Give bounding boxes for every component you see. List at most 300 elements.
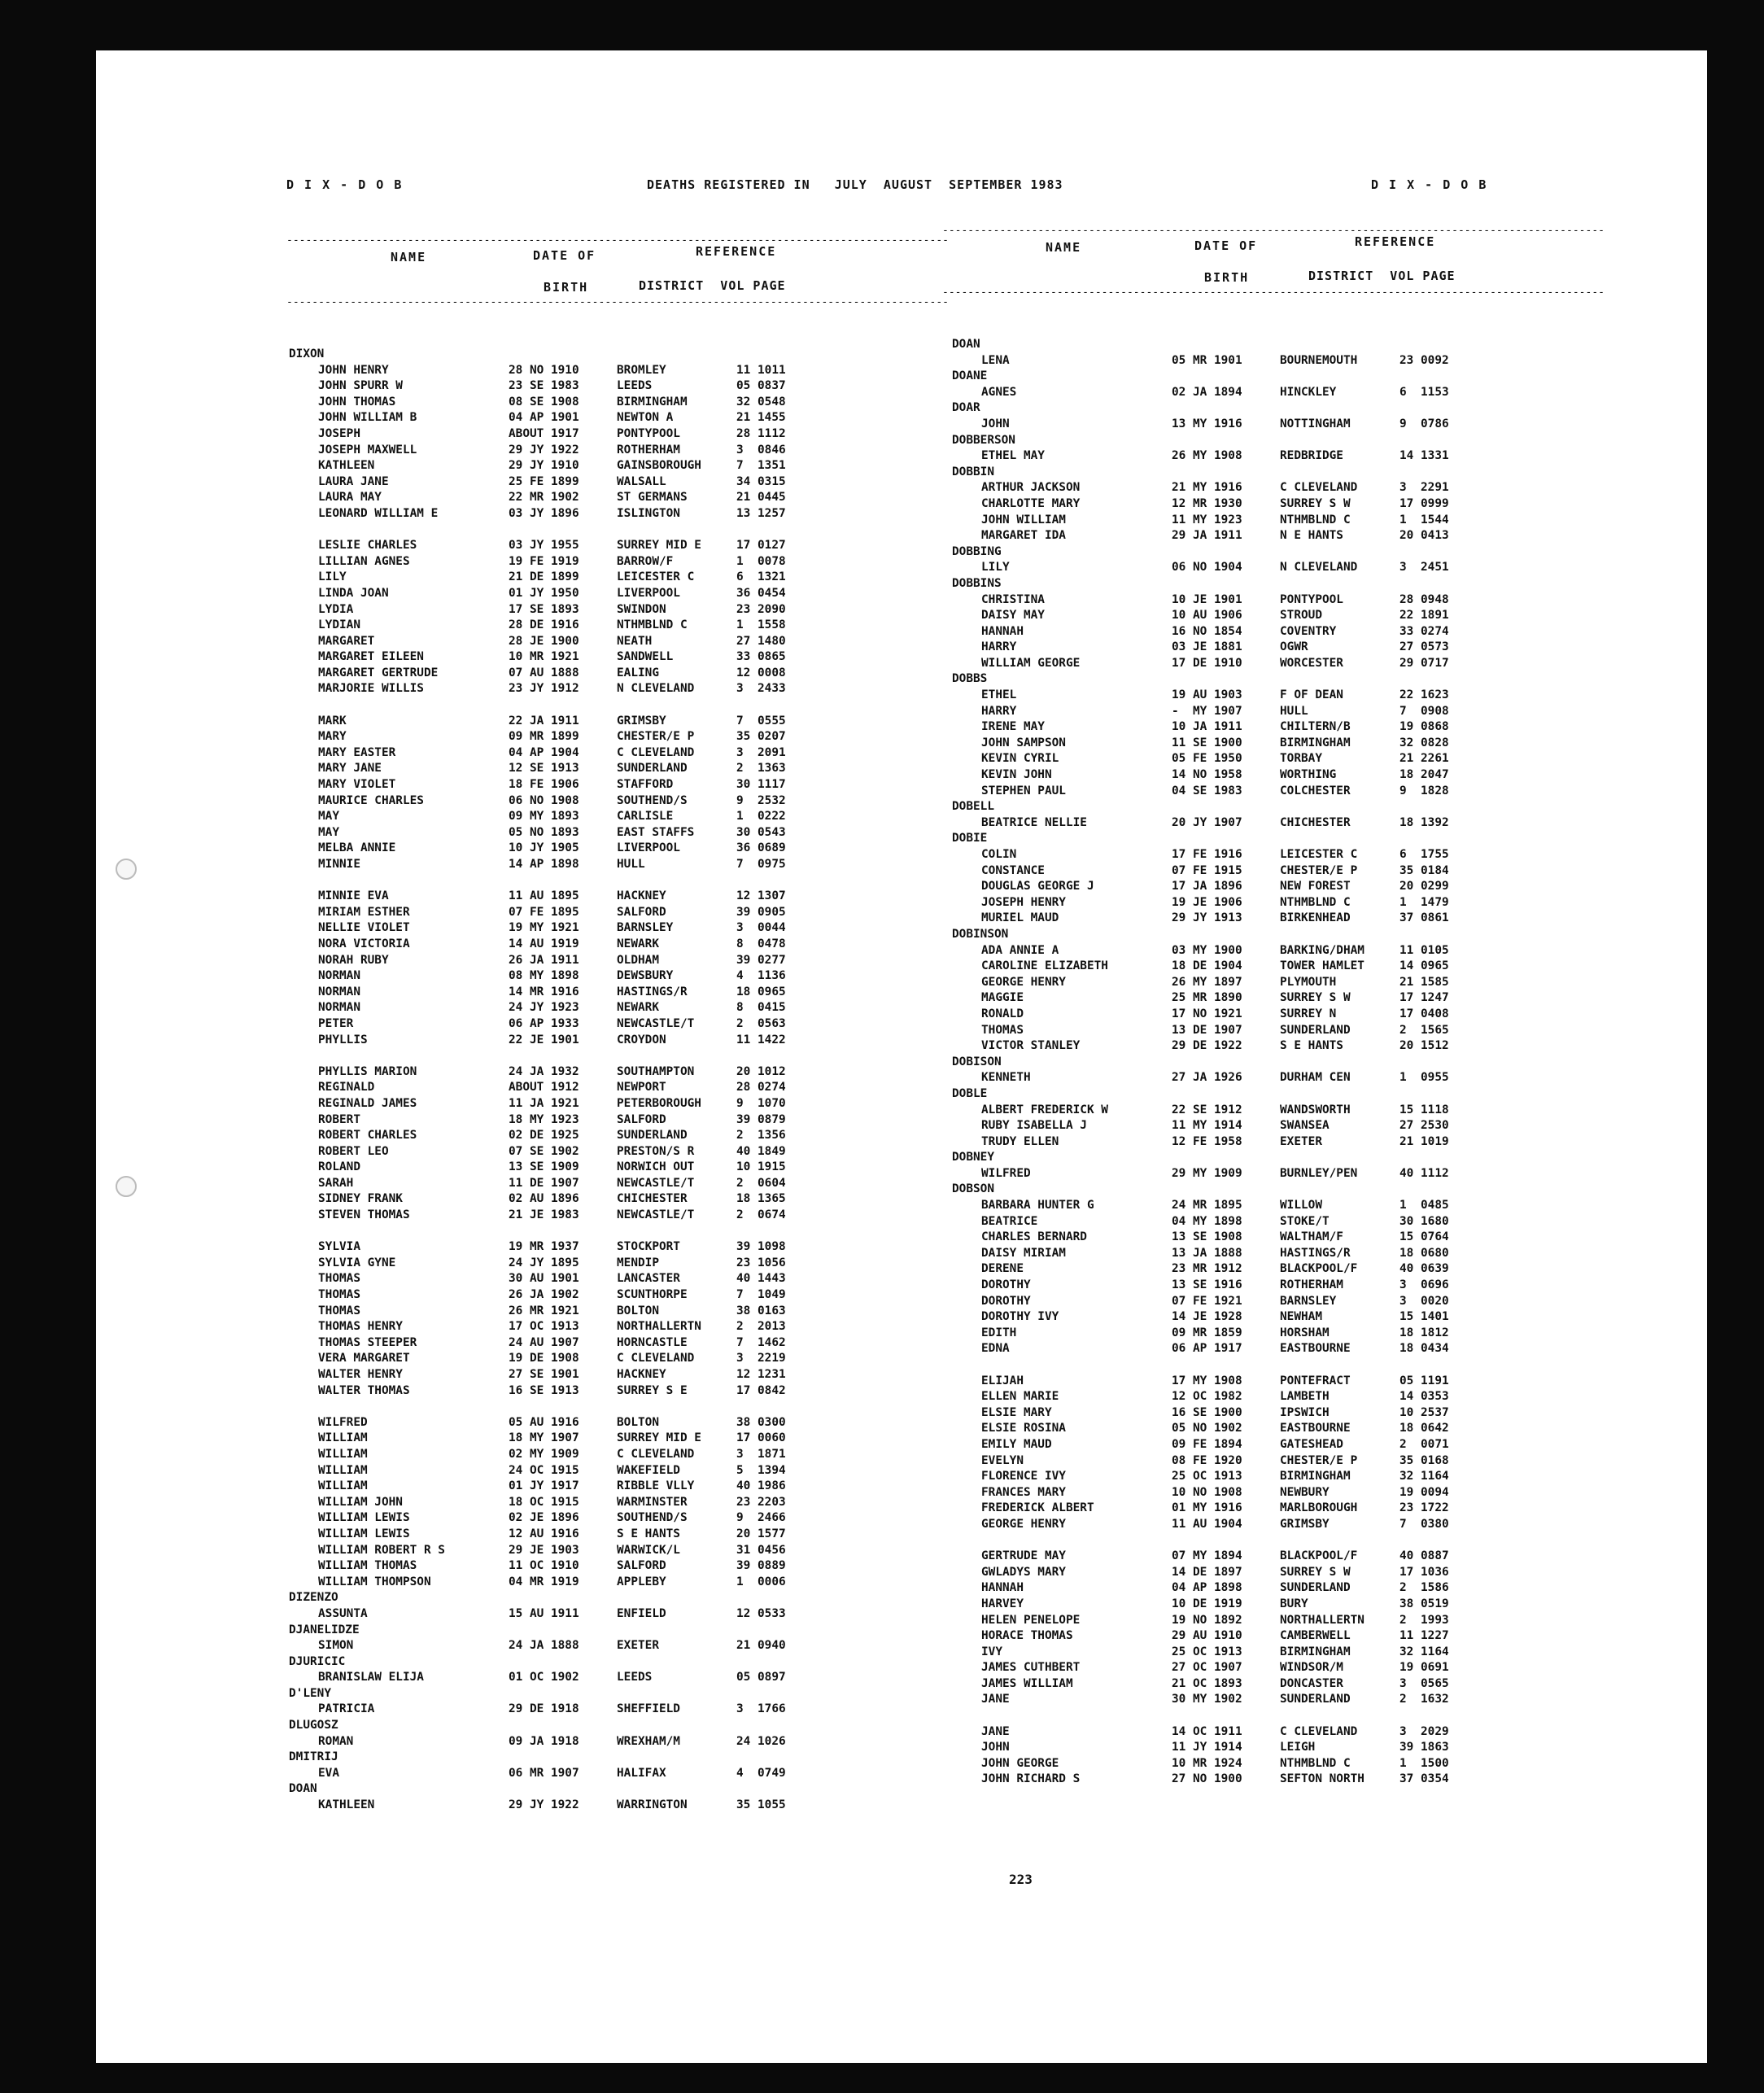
death-entry bbox=[952, 1645, 1505, 1661]
death-entry bbox=[289, 1670, 842, 1686]
given-names: JOHN THOMAS bbox=[318, 395, 396, 409]
given-names: KATHLEEN bbox=[318, 459, 375, 473]
death-entry bbox=[289, 506, 842, 522]
death-entry bbox=[289, 1080, 842, 1096]
district: WARRINGTON bbox=[617, 1798, 688, 1812]
given-names: RUBY ISABELLA J bbox=[981, 1119, 1087, 1133]
vol-page: 11 0105 bbox=[1399, 943, 1449, 957]
death-entry bbox=[952, 1405, 1505, 1422]
death-entry bbox=[289, 363, 842, 379]
vol-page: 3 2433 bbox=[736, 682, 786, 696]
death-entry bbox=[952, 417, 1505, 433]
district: SANDWELL bbox=[617, 650, 674, 664]
vol-page: 17 0060 bbox=[736, 1431, 786, 1445]
vol-page: 1 1479 bbox=[1399, 895, 1449, 909]
death-entry bbox=[952, 1613, 1505, 1629]
date-of-birth: 19 JE 1906 bbox=[1172, 895, 1242, 909]
district: GRIMSBY bbox=[617, 714, 666, 728]
col-birth-heading: BIRTH bbox=[544, 280, 589, 295]
given-names: CONSTANCE bbox=[981, 863, 1045, 877]
death-entry bbox=[289, 937, 842, 953]
death-entry bbox=[289, 1191, 842, 1208]
given-names: DERENE bbox=[981, 1262, 1024, 1276]
date-of-birth: 17 SE 1893 bbox=[509, 602, 579, 616]
vol-page: 27 0573 bbox=[1399, 640, 1449, 654]
date-of-birth: 05 FE 1950 bbox=[1172, 752, 1242, 766]
date-of-birth: 28 DE 1916 bbox=[509, 618, 579, 632]
spacer bbox=[289, 1224, 842, 1240]
date-of-birth: 10 JA 1911 bbox=[1172, 720, 1242, 734]
given-names: MAURICE CHARLES bbox=[318, 793, 424, 807]
date-of-birth: 13 SE 1909 bbox=[509, 1160, 579, 1174]
district: NEWPORT bbox=[617, 1081, 666, 1095]
vol-page: 32 0548 bbox=[736, 395, 786, 409]
district: NEWCASTLE/T bbox=[617, 1176, 695, 1190]
district: WORTHING bbox=[1280, 768, 1337, 782]
death-entry bbox=[289, 809, 842, 825]
vol-page: 20 1012 bbox=[736, 1064, 786, 1078]
date-of-birth: 26 MR 1921 bbox=[509, 1304, 579, 1317]
given-names: ROBERT CHARLES bbox=[318, 1129, 417, 1143]
header-right-code: D I X - D O B bbox=[1371, 177, 1488, 192]
death-entry bbox=[952, 1118, 1505, 1134]
death-entry bbox=[952, 560, 1505, 576]
date-of-birth: 29 DE 1918 bbox=[509, 1702, 579, 1716]
col-name-heading: NAME bbox=[1046, 240, 1082, 255]
death-entry bbox=[289, 1367, 842, 1383]
date-of-birth: 26 MY 1897 bbox=[1172, 975, 1242, 989]
vol-page: 11 1227 bbox=[1399, 1629, 1449, 1643]
given-names: JOHN SPURR W bbox=[318, 379, 403, 393]
vol-page: 34 0315 bbox=[736, 474, 786, 488]
district: C CLEVELAND bbox=[1280, 481, 1358, 495]
district: HULL bbox=[617, 858, 645, 871]
given-names: EVELYN bbox=[981, 1453, 1024, 1467]
death-entry bbox=[289, 1766, 842, 1782]
vol-page: 23 0092 bbox=[1399, 353, 1449, 367]
vol-page: 12 0008 bbox=[736, 666, 786, 679]
district: CHICHESTER bbox=[617, 1192, 688, 1206]
district: REDBRIDGE bbox=[1280, 449, 1343, 463]
vol-page: 15 0764 bbox=[1399, 1230, 1449, 1244]
vol-page: 19 0868 bbox=[1399, 720, 1449, 734]
district: CAMBERWELL bbox=[1280, 1629, 1351, 1643]
vol-page: 20 0413 bbox=[1399, 529, 1449, 543]
vol-page: 31 0456 bbox=[736, 1543, 786, 1557]
given-names: ELLEN MARIE bbox=[981, 1390, 1059, 1404]
date-of-birth: 06 NO 1908 bbox=[509, 793, 579, 807]
death-entry bbox=[289, 395, 842, 411]
vol-page: 3 2291 bbox=[1399, 481, 1449, 495]
left-entries bbox=[289, 347, 842, 1814]
vol-page: 15 1118 bbox=[1399, 1103, 1449, 1116]
vol-page: 1 1558 bbox=[736, 618, 786, 632]
date-of-birth: 10 JE 1901 bbox=[1172, 592, 1242, 606]
given-names: FREDERICK ALBERT bbox=[981, 1501, 1094, 1515]
district: N CLEVELAND bbox=[617, 682, 695, 696]
given-names: CHARLES BERNARD bbox=[981, 1230, 1087, 1244]
date-of-birth: 29 JY 1910 bbox=[509, 459, 579, 473]
vol-page: 3 0044 bbox=[736, 921, 786, 935]
date-of-birth: 10 NO 1908 bbox=[1172, 1485, 1242, 1499]
death-entry bbox=[952, 975, 1505, 991]
date-of-birth: 24 OC 1915 bbox=[509, 1463, 579, 1477]
death-entry bbox=[952, 1134, 1505, 1151]
date-of-birth: 04 AP 1904 bbox=[509, 745, 579, 759]
surname: DOBINSON bbox=[952, 927, 1009, 941]
district: SURREY N bbox=[1280, 1007, 1337, 1020]
death-entry bbox=[289, 378, 842, 395]
district: NEWBURY bbox=[1280, 1485, 1330, 1499]
district: HORSHAM bbox=[1280, 1326, 1330, 1339]
district: WILLOW bbox=[1280, 1199, 1322, 1213]
district: ENFIELD bbox=[617, 1606, 666, 1620]
death-entry bbox=[289, 1510, 842, 1527]
district: HALIFAX bbox=[617, 1766, 666, 1780]
given-names: NORMAN bbox=[318, 969, 360, 983]
district: CHESTER/E P bbox=[617, 730, 695, 744]
surname: DJANELIDZE bbox=[289, 1623, 360, 1636]
date-of-birth: 18 FE 1906 bbox=[509, 778, 579, 792]
death-entry bbox=[952, 1166, 1505, 1182]
given-names: FLORENCE IVY bbox=[981, 1470, 1066, 1483]
col-date-heading: DATE OF bbox=[1194, 238, 1258, 253]
given-names: EMILY MAUD bbox=[981, 1437, 1052, 1451]
district: PONTEFRACT bbox=[1280, 1374, 1351, 1387]
given-names: MARGARET GERTRUDE bbox=[318, 666, 439, 679]
given-names: JOHN WILLIAM B bbox=[318, 411, 417, 425]
district: EXETER bbox=[617, 1639, 659, 1653]
district: BLACKPOOL/F bbox=[1280, 1549, 1358, 1563]
death-entry bbox=[289, 985, 842, 1001]
vol-page: 8 0415 bbox=[736, 1001, 786, 1015]
given-names: WILLIAM GEORGE bbox=[981, 656, 1081, 670]
vol-page: 7 0380 bbox=[1399, 1517, 1449, 1531]
vol-page: 36 0454 bbox=[736, 586, 786, 600]
death-entry bbox=[289, 857, 842, 873]
district: WAKEFIELD bbox=[617, 1463, 680, 1477]
surname-heading bbox=[952, 1086, 1505, 1103]
death-entry bbox=[289, 1033, 842, 1049]
col-reference-heading: REFERENCE bbox=[1355, 234, 1436, 249]
date-of-birth: 29 JE 1903 bbox=[509, 1543, 579, 1557]
district: APPLEBY bbox=[617, 1575, 666, 1588]
date-of-birth: 28 JE 1900 bbox=[509, 634, 579, 648]
surname: DOBBS bbox=[952, 672, 988, 686]
given-names: WILLIAM ROBERT R S bbox=[318, 1543, 445, 1557]
death-entry bbox=[952, 1294, 1505, 1310]
date-of-birth: 11 OC 1910 bbox=[509, 1559, 579, 1573]
given-names: MARY JANE bbox=[318, 762, 382, 776]
death-entry bbox=[952, 496, 1505, 513]
district: ROTHERHAM bbox=[1280, 1278, 1343, 1292]
given-names: ETHEL MAY bbox=[981, 449, 1045, 463]
death-entry bbox=[289, 920, 842, 937]
district: HACKNEY bbox=[617, 889, 666, 903]
date-of-birth: 22 MR 1902 bbox=[509, 491, 579, 505]
given-names: LEONARD WILLIAM E bbox=[318, 506, 439, 520]
death-entry bbox=[952, 1628, 1505, 1645]
vol-page: 32 1164 bbox=[1399, 1645, 1449, 1658]
given-names: MAY bbox=[318, 825, 339, 839]
surname-heading bbox=[952, 671, 1505, 688]
death-entry bbox=[952, 911, 1505, 927]
district: SURREY S W bbox=[1280, 1565, 1351, 1579]
district: ISLINGTON bbox=[617, 506, 680, 520]
date-of-birth: 04 AP 1901 bbox=[509, 411, 579, 425]
given-names: LINDA JOAN bbox=[318, 586, 389, 600]
col-district-heading: DISTRICT VOL PAGE bbox=[1308, 269, 1456, 283]
district: LEICESTER C bbox=[617, 570, 695, 584]
district: IPSWICH bbox=[1280, 1405, 1330, 1419]
district: DONCASTER bbox=[1280, 1676, 1343, 1690]
date-of-birth: 11 AU 1895 bbox=[509, 889, 579, 903]
death-entry bbox=[289, 889, 842, 905]
surname-heading bbox=[289, 1781, 842, 1798]
date-of-birth: 03 JE 1881 bbox=[1172, 640, 1242, 654]
date-of-birth: 24 JA 1932 bbox=[509, 1064, 579, 1078]
header-rule: -------------------------------------------------------------------------------------------------------- bbox=[942, 225, 1605, 237]
death-entry bbox=[952, 1261, 1505, 1278]
district: LEIGH bbox=[1280, 1741, 1316, 1754]
district: ST GERMANS bbox=[617, 491, 688, 505]
date-of-birth: 25 OC 1913 bbox=[1172, 1470, 1242, 1483]
district: PETERBOROUGH bbox=[617, 1096, 701, 1110]
surname: D'LENY bbox=[289, 1686, 331, 1700]
district: SURREY MID E bbox=[617, 539, 701, 553]
spacer bbox=[952, 1708, 1505, 1724]
vol-page: 1 1500 bbox=[1399, 1756, 1449, 1770]
vol-page: 3 0565 bbox=[1399, 1676, 1449, 1690]
surname-heading bbox=[952, 831, 1505, 847]
given-names: NELLIE VIOLET bbox=[318, 921, 410, 935]
district: HASTINGS/R bbox=[1280, 1246, 1351, 1260]
given-names: LESLIE CHARLES bbox=[318, 539, 417, 553]
given-names: STEPHEN PAUL bbox=[981, 784, 1066, 797]
death-entry bbox=[289, 745, 842, 762]
spacer bbox=[289, 873, 842, 889]
date-of-birth: 04 SE 1983 bbox=[1172, 784, 1242, 797]
vol-page: 21 0445 bbox=[736, 491, 786, 505]
date-of-birth: 29 AU 1910 bbox=[1172, 1629, 1242, 1643]
col-district-heading: DISTRICT VOL PAGE bbox=[639, 278, 786, 293]
district: LIVERPOOL bbox=[617, 841, 680, 855]
district: ROTHERHAM bbox=[617, 443, 680, 457]
date-of-birth: 06 MR 1907 bbox=[509, 1766, 579, 1780]
district: NEWCASTLE/T bbox=[617, 1208, 695, 1222]
district: MARLBOROUGH bbox=[1280, 1501, 1358, 1515]
death-entry bbox=[952, 1007, 1505, 1023]
district: COLCHESTER bbox=[1280, 784, 1351, 797]
surname: DIZENZO bbox=[289, 1591, 338, 1605]
vol-page: 9 1828 bbox=[1399, 784, 1449, 797]
vol-page: 7 1351 bbox=[736, 459, 786, 473]
given-names: LAURA MAY bbox=[318, 491, 382, 505]
date-of-birth: 27 SE 1901 bbox=[509, 1368, 579, 1381]
death-entry bbox=[289, 1351, 842, 1367]
given-names: NORMAN bbox=[318, 1001, 360, 1015]
district: NEWARK bbox=[617, 1001, 659, 1015]
spacer bbox=[952, 1533, 1505, 1549]
date-of-birth: 18 MY 1907 bbox=[509, 1431, 579, 1445]
given-names: AGNES bbox=[981, 385, 1017, 399]
district: SEFTON NORTH bbox=[1280, 1772, 1364, 1786]
district: BURNLEY/PEN bbox=[1280, 1166, 1358, 1180]
death-entry bbox=[952, 943, 1505, 959]
given-names: THOMAS bbox=[318, 1288, 360, 1302]
date-of-birth: 29 DE 1922 bbox=[1172, 1039, 1242, 1053]
vol-page: 14 0965 bbox=[1399, 959, 1449, 973]
given-names: WALTER HENRY bbox=[318, 1368, 403, 1381]
district: NORTHALLERTN bbox=[617, 1320, 701, 1334]
given-names: MARY VIOLET bbox=[318, 778, 396, 792]
death-entry bbox=[289, 1176, 842, 1192]
given-names: THOMAS STEEPER bbox=[318, 1335, 417, 1349]
date-of-birth: - MY 1907 bbox=[1172, 704, 1242, 718]
death-entry bbox=[952, 1230, 1505, 1246]
district: PLYMOUTH bbox=[1280, 975, 1337, 989]
death-entry bbox=[289, 458, 842, 474]
vol-page: 19 0094 bbox=[1399, 1485, 1449, 1499]
death-entry bbox=[952, 480, 1505, 496]
district: CHESTER/E P bbox=[1280, 863, 1358, 877]
given-names: IVY bbox=[981, 1645, 1002, 1658]
date-of-birth: 06 AP 1917 bbox=[1172, 1342, 1242, 1356]
surname: DJURICIC bbox=[289, 1654, 346, 1668]
date-of-birth: 14 AU 1919 bbox=[509, 937, 579, 950]
surname: DMITRIJ bbox=[289, 1750, 338, 1764]
vol-page: 18 1392 bbox=[1399, 815, 1449, 829]
surname-heading bbox=[952, 433, 1505, 449]
given-names: MARY bbox=[318, 730, 347, 744]
given-names: JANE bbox=[981, 1724, 1010, 1738]
given-names: THOMAS HENRY bbox=[318, 1320, 403, 1334]
given-names: JOHN SAMPSON bbox=[981, 736, 1066, 749]
district: CHESTER/E P bbox=[1280, 1453, 1358, 1467]
vol-page: 39 0889 bbox=[736, 1559, 786, 1573]
death-entry bbox=[952, 1103, 1505, 1119]
punch-hole bbox=[116, 859, 137, 880]
given-names: VICTOR STANLEY bbox=[981, 1039, 1081, 1053]
vol-page: 4 0749 bbox=[736, 1766, 786, 1780]
district: SURREY S W bbox=[1280, 496, 1351, 510]
date-of-birth: 21 JE 1983 bbox=[509, 1208, 579, 1222]
death-entry bbox=[952, 1278, 1505, 1294]
header-left-code: D I X - D O B bbox=[286, 177, 404, 192]
surname-heading bbox=[289, 1623, 842, 1639]
surname: DOAN bbox=[952, 338, 980, 351]
spacer bbox=[952, 1357, 1505, 1374]
surname-heading bbox=[952, 1150, 1505, 1166]
district: C CLEVELAND bbox=[617, 745, 695, 759]
given-names: GEORGE HENRY bbox=[981, 975, 1066, 989]
date-of-birth: 09 MY 1893 bbox=[509, 810, 579, 824]
date-of-birth: 16 SE 1900 bbox=[1172, 1405, 1242, 1419]
date-of-birth: 11 DE 1907 bbox=[509, 1176, 579, 1190]
vol-page: 39 0879 bbox=[736, 1112, 786, 1126]
vol-page: 40 1443 bbox=[736, 1272, 786, 1286]
death-entry bbox=[289, 1558, 842, 1575]
vol-page: 17 0408 bbox=[1399, 1007, 1449, 1020]
surname-heading bbox=[289, 1654, 842, 1671]
district: BIRMINGHAM bbox=[1280, 1645, 1351, 1658]
death-entry bbox=[952, 704, 1505, 720]
death-entry bbox=[952, 863, 1505, 880]
surname: DLUGOSZ bbox=[289, 1719, 338, 1733]
given-names: ALBERT FREDERICK W bbox=[981, 1103, 1108, 1116]
death-entry bbox=[289, 570, 842, 586]
date-of-birth: 05 NO 1893 bbox=[509, 825, 579, 839]
given-names: JOHN WILLIAM bbox=[981, 513, 1066, 527]
district: EALING bbox=[617, 666, 659, 679]
date-of-birth: 08 MY 1898 bbox=[509, 969, 579, 983]
given-names: BARBARA HUNTER G bbox=[981, 1199, 1094, 1213]
district: OGWR bbox=[1280, 640, 1308, 654]
district: OLDHAM bbox=[617, 953, 659, 967]
date-of-birth: 18 DE 1904 bbox=[1172, 959, 1242, 973]
date-of-birth: 14 NO 1958 bbox=[1172, 768, 1242, 782]
district: WARWICK/L bbox=[617, 1543, 680, 1557]
death-entry bbox=[952, 1756, 1505, 1772]
date-of-birth: 11 MY 1914 bbox=[1172, 1119, 1242, 1133]
given-names: LILY bbox=[318, 570, 347, 584]
death-entry bbox=[289, 1319, 842, 1335]
given-names: CHARLOTTE MARY bbox=[981, 496, 1081, 510]
surname: DOBBIN bbox=[952, 465, 994, 478]
vol-page: 18 0434 bbox=[1399, 1342, 1449, 1356]
date-of-birth: 22 JA 1911 bbox=[509, 714, 579, 728]
date-of-birth: 04 AP 1898 bbox=[1172, 1581, 1242, 1595]
death-entry bbox=[289, 1271, 842, 1287]
vol-page: 38 0163 bbox=[736, 1304, 786, 1317]
given-names: HORACE THOMAS bbox=[981, 1629, 1073, 1643]
date-of-birth: 01 JY 1917 bbox=[509, 1479, 579, 1493]
given-names: NORA VICTORIA bbox=[318, 937, 410, 950]
district: BIRMINGHAM bbox=[617, 395, 688, 409]
date-of-birth: 24 JY 1923 bbox=[509, 1001, 579, 1015]
death-entry bbox=[952, 1565, 1505, 1581]
district: SHEFFIELD bbox=[617, 1702, 680, 1716]
given-names: ROBERT bbox=[318, 1112, 360, 1126]
district: SURREY S E bbox=[617, 1383, 688, 1397]
vol-page: 17 1036 bbox=[1399, 1565, 1449, 1579]
death-entry bbox=[289, 777, 842, 793]
district: SCUNTHORPE bbox=[617, 1288, 688, 1302]
district: HORNCASTLE bbox=[617, 1335, 688, 1349]
given-names: DOROTHY bbox=[981, 1278, 1031, 1292]
date-of-birth: 21 MY 1916 bbox=[1172, 481, 1242, 495]
given-names: DAISY MIRIAM bbox=[981, 1246, 1066, 1260]
surname-heading bbox=[952, 799, 1505, 815]
vol-page: 20 1512 bbox=[1399, 1039, 1449, 1053]
given-names: ELIJAH bbox=[981, 1374, 1024, 1387]
district: HACKNEY bbox=[617, 1368, 666, 1381]
given-names: LYDIA bbox=[318, 602, 354, 616]
surname: DOANE bbox=[952, 369, 988, 383]
surname-heading bbox=[289, 347, 842, 363]
vol-page: 27 1480 bbox=[736, 634, 786, 648]
date-of-birth: 25 OC 1913 bbox=[1172, 1645, 1242, 1658]
date-of-birth: 11 MY 1923 bbox=[1172, 513, 1242, 527]
vol-page: 40 0639 bbox=[1399, 1262, 1449, 1276]
district: EASTBOURNE bbox=[1280, 1422, 1351, 1435]
district: BARROW/F bbox=[617, 554, 674, 568]
death-entry bbox=[952, 1772, 1505, 1788]
vol-page: 10 2537 bbox=[1399, 1405, 1449, 1419]
vol-page: 2 1632 bbox=[1399, 1693, 1449, 1706]
date-of-birth: 07 FE 1915 bbox=[1172, 863, 1242, 877]
death-entry bbox=[952, 1341, 1505, 1357]
